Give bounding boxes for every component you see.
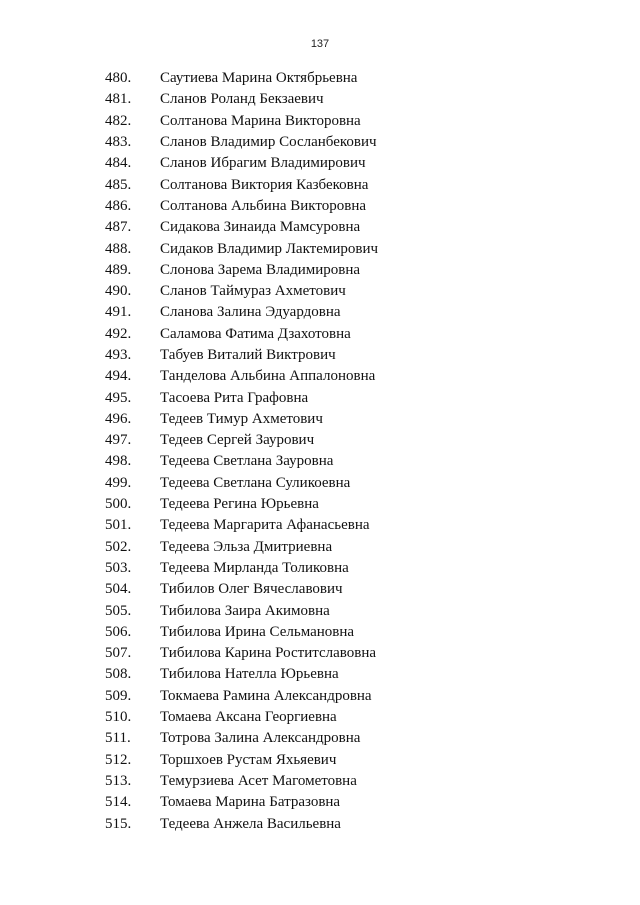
list-item	[0, 260, 640, 281]
list-item	[0, 409, 640, 430]
list-item	[0, 217, 640, 238]
entry-number: 511.	[105, 730, 131, 747]
entry-name: Тибилова Нателла Юрьевна	[160, 666, 339, 683]
entry-number: 482.	[105, 112, 132, 129]
entry-number: 489.	[105, 261, 132, 278]
entry-name: Танделова Альбина Аппалоновна	[160, 368, 376, 385]
entry-number: 512.	[105, 751, 132, 768]
entry-number: 481.	[105, 91, 132, 108]
entry-name: Сланов Таймураз Ахметович	[160, 283, 346, 300]
entry-name: Тасоева Рита Графовна	[160, 389, 309, 406]
list-item	[0, 345, 640, 366]
entry-name: Солтанова Марина Викторовна	[160, 112, 361, 129]
entry-name: Сланов Ибрагим Владимирович	[160, 155, 366, 172]
list-item	[0, 686, 640, 707]
list-item	[0, 89, 640, 110]
entry-name: Тибилова Заира Акимовна	[160, 602, 330, 619]
entry-name: Темурзиева Асет Магометовна	[160, 772, 357, 789]
entry-name: Тедеева Маргарита Афанасьевна	[160, 517, 370, 534]
list-item	[0, 302, 640, 323]
list-item	[0, 537, 640, 558]
entry-number: 501.	[105, 517, 132, 534]
entry-number: 505.	[105, 602, 132, 619]
list-item	[0, 132, 640, 153]
entry-name: Торшхоев Рустам Яхьяевич	[160, 751, 337, 768]
entry-number: 513.	[105, 772, 132, 789]
entry-name: Тибилов Олег Вячеславович	[160, 581, 343, 598]
entry-name: Сланова Залина Эдуардовна	[160, 304, 341, 321]
list-item	[0, 664, 640, 685]
entry-number: 491.	[105, 304, 132, 321]
entry-number: 495.	[105, 389, 132, 406]
entry-name: Сидакова Зинаида Мамсуровна	[160, 219, 361, 236]
entry-name: Солтанова Виктория Казбековна	[160, 176, 369, 193]
list-item	[0, 600, 640, 621]
entry-number: 490.	[105, 283, 132, 300]
entry-number: 506.	[105, 623, 132, 640]
entry-number: 486.	[105, 197, 132, 214]
entry-name: Сидаков Владимир Лактемирович	[160, 240, 379, 257]
list-item	[0, 366, 640, 387]
entry-number: 515.	[105, 815, 132, 832]
entry-number: 496.	[105, 410, 132, 427]
list-item	[0, 750, 640, 771]
list-item	[0, 196, 640, 217]
list-item	[0, 281, 640, 302]
list-item	[0, 792, 640, 813]
entry-name: Тедеева Мирланда Толиковна	[160, 559, 349, 576]
entry-name: Тотрова Залина Александровна	[160, 730, 361, 747]
entry-number: 500.	[105, 496, 132, 513]
entry-name: Токмаева Рамина Александровна	[160, 687, 372, 704]
list-item	[0, 707, 640, 728]
entry-number: 507.	[105, 645, 132, 662]
entry-number: 483.	[105, 134, 132, 151]
entry-name: Тедеев Сергей Заурович	[160, 432, 315, 449]
entry-name: Тибилова Ирина Сельмановна	[160, 623, 355, 640]
list-item	[0, 430, 640, 451]
entry-name: Томаева Марина Батразовна	[160, 794, 341, 811]
entry-name: Слонова Зарема Владимировна	[160, 261, 361, 278]
list-item	[0, 238, 640, 259]
entry-number: 498.	[105, 453, 132, 470]
entry-name: Томаева Аксана Георгиевна	[160, 709, 337, 726]
entry-number: 494.	[105, 368, 132, 385]
entry-number: 485.	[105, 176, 132, 193]
list-item	[0, 451, 640, 472]
entry-number: 509.	[105, 687, 132, 704]
entry-number: 497.	[105, 432, 132, 449]
entry-name: Солтанова Альбина Викторовна	[160, 197, 367, 214]
list-item	[0, 622, 640, 643]
name-list	[0, 68, 640, 835]
entry-number: 504.	[105, 581, 132, 598]
entry-name: Тедеева Светлана Суликоевна	[160, 474, 351, 491]
entry-name: Тибилова Карина Роститславовна	[160, 645, 377, 662]
entry-name: Сланов Роланд Бекзаевич	[160, 91, 324, 108]
list-item	[0, 387, 640, 408]
entry-number: 493.	[105, 347, 132, 363]
entry-number: 480.	[105, 70, 132, 87]
entry-name: Сланов Владимир Сосланбекович	[160, 134, 377, 151]
list-item	[0, 68, 640, 89]
list-item	[0, 813, 640, 834]
list-item	[0, 728, 640, 749]
entry-name: Тедеева Регина Юрьевна	[160, 496, 319, 513]
list-item	[0, 153, 640, 174]
list-item	[0, 771, 640, 792]
list-item	[0, 643, 640, 664]
entry-number: 510.	[105, 709, 132, 726]
list-item	[0, 473, 640, 494]
list-item	[0, 324, 640, 345]
entry-number: 503.	[105, 559, 132, 576]
list-item	[0, 111, 640, 132]
list-item	[0, 494, 640, 515]
entry-name: Саламова Фатима Дзахотовна	[160, 325, 351, 342]
entry-number: 502.	[105, 538, 132, 555]
page-number: 137	[310, 38, 330, 50]
entry-name: Тедеева Светлана Зауровна	[160, 453, 334, 470]
entry-name: Табуев Виталий Виктрович	[160, 347, 336, 363]
list-item	[0, 174, 640, 195]
entry-number: 492.	[105, 325, 132, 342]
entry-name: Тедеев Тимур Ахметович	[160, 410, 323, 427]
entry-number: 508.	[105, 666, 132, 683]
list-item	[0, 579, 640, 600]
entry-name: Тедеева Анжела Васильевна	[160, 815, 341, 832]
entry-number: 514.	[105, 794, 132, 811]
entry-number: 484.	[105, 155, 132, 172]
list-item	[0, 558, 640, 579]
list-item	[0, 515, 640, 536]
entry-number: 488.	[105, 240, 132, 257]
entry-name: Тедеева Эльза Дмитриевна	[160, 538, 333, 555]
entry-number: 499.	[105, 474, 132, 491]
entry-number: 487.	[105, 219, 132, 236]
entry-name: Саутиева Марина Октябрьевна	[160, 70, 358, 87]
